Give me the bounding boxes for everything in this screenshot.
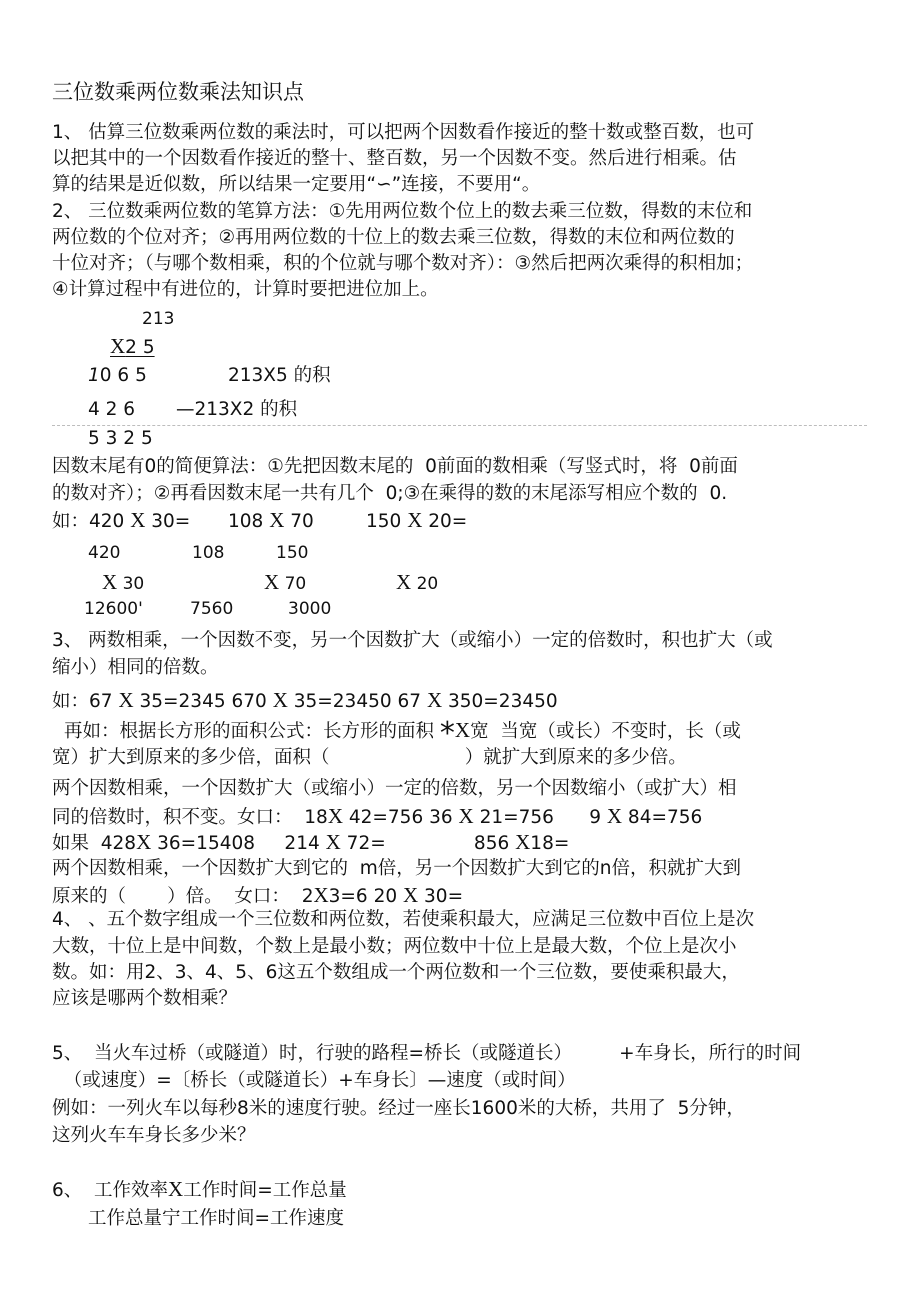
- section-5-line-2: （或速度）=〔桥长（或隧道长）+车身长〕—速度（或时间）: [52, 1070, 576, 1091]
- calc-partial-1-digit: 1: [88, 365, 100, 386]
- section-1-line-1: 1、 估算三位数乘两位数的乘法时，可以把两个因数看作接近的整十数或整百数，也可: [52, 122, 755, 143]
- zeros-rule-line-1: 因数末尾有0的简便算法：①先把因数末尾的 0前面的数相乘（写竖式时，将 0前面: [52, 456, 738, 477]
- section-3-if-line: [52, 830, 569, 856]
- example-b-right: 70: [284, 511, 314, 532]
- zcalc-a-multiplier: 30: [117, 574, 145, 594]
- if-text: 如果 428: [52, 833, 137, 854]
- times-sign: X: [264, 570, 280, 594]
- zeros-example-c: [366, 508, 467, 534]
- section-3-again-line-2: 宽）扩大到原来的多少倍，面积（ ）就扩大到原来的多少倍。: [52, 747, 687, 768]
- times-sign: X: [426, 688, 443, 712]
- example-part: 350=23450: [442, 691, 558, 712]
- calc-partial-1-rest: 0 6 5: [99, 365, 147, 386]
- section-3-mn-line-2: [52, 883, 463, 909]
- section-1-line-2: 以把其中的一个因数看作接近的整十、整百数，另一个因数不变。然后进行相乘。估: [52, 148, 737, 169]
- star-symbol: *: [439, 716, 455, 751]
- example-part: 35=23450 67: [287, 691, 427, 712]
- section-6-line-1: [52, 1177, 347, 1203]
- zcalc-c-multiplier: 20: [411, 574, 439, 594]
- section-1-line-3: 算的结果是近似数，所以结果一定要用“∽”连接，不要用“。: [52, 174, 541, 195]
- times-sign: X: [136, 830, 152, 854]
- zcalc-b-multiplier: 70: [279, 574, 307, 594]
- zcalc-b-result: 7560: [190, 599, 234, 619]
- times-sign: X: [325, 830, 341, 854]
- if-part: 72= 856: [340, 833, 516, 854]
- times-sign: X: [407, 508, 423, 532]
- section-3-invariant-line-1: 两个因数相乘，一个因数扩大（或缩小）一定的倍数，另一个因数缩小（或扩大）相: [52, 778, 737, 799]
- section-3-line-1: 3、 两数相乘，一个因数不变，另一个因数扩大（或缩小）一定的倍数时，积也扩大（或: [52, 630, 773, 651]
- times-sign: X: [458, 804, 474, 828]
- times-sign: X: [606, 804, 623, 828]
- zcalc-a-top: 420: [88, 543, 121, 563]
- example-c-left: 150: [366, 511, 408, 532]
- times-sign: X: [396, 570, 412, 594]
- calc-result: 5 3 2 5: [88, 428, 153, 449]
- times-sign: X: [118, 688, 134, 712]
- if-part: 18=: [530, 833, 570, 854]
- zcalc-b-top: 108: [192, 543, 225, 563]
- section-5-line-1: 5、 当火车过桥（或隧道）时，行驶的路程=桥长（或隧道长） +车身长，所行的时间: [52, 1043, 802, 1064]
- example-prefix: 如：: [52, 511, 90, 532]
- times-sign: X: [454, 718, 471, 742]
- section-3-mn-line-1: 两个因数相乘，一个因数扩大到它的 m倍，另一个因数扩大到它的n倍，积就扩大到: [52, 858, 742, 879]
- section-3-line-2: 缩小）相同的倍数。: [52, 657, 219, 678]
- zeros-rule-line-2: 的数对齐）；②再看因数末尾一共有几个 0;③在乘得的数的末尾添写相应个数的 0.: [52, 483, 728, 504]
- example-part: 67: [89, 691, 119, 712]
- zcalc-a-result: 12600': [84, 599, 143, 619]
- again-text-2: 宽 当宽（或长）不变时，长（或: [470, 721, 741, 742]
- mn-part: 30=: [418, 886, 464, 907]
- section-4-line-3: 数。如：用2、3、4、5、6这五个数组成一个两位数和一个三位数，要使乘积最大，: [52, 962, 740, 983]
- times-sign: X: [327, 804, 343, 828]
- section-2-line-2: 两位数的个位对齐；②再用两位数的十位上的数去乘三位数，得数的末位和两位数的: [52, 227, 735, 248]
- times-sign: X: [110, 334, 126, 358]
- invariant-text: 同的倍数时，积不变。女口： 18: [52, 807, 328, 828]
- section-2-line-3: 十位对齐；（与哪个数相乘，积的个位就与哪个数对齐）：③然后把两次乘得的积相加；: [52, 253, 754, 274]
- mn-text: 原来的（ ）倍。 女口： 2: [52, 886, 314, 907]
- zeros-example-b: [228, 508, 314, 534]
- section-4-line-2: 大数，十位上是中间数，个数上是最小数；两位数中十位上是最大数，个位上是次小: [52, 936, 737, 957]
- if-part: 36=15408 214: [151, 833, 326, 854]
- calc-multiplier-row: [110, 334, 155, 360]
- calc-multiplier: 2 5: [125, 337, 155, 358]
- times-sign: X: [272, 688, 288, 712]
- invariant-part: 21=756 9: [473, 807, 607, 828]
- section-5-line-4: 这列火车车身长多少米？: [52, 1125, 256, 1146]
- calc-divider: [52, 425, 867, 426]
- times-sign: X: [168, 1177, 184, 1201]
- calc-multiplicand: 213: [142, 309, 175, 329]
- times-sign: X: [515, 830, 531, 854]
- times-sign: X: [313, 883, 329, 907]
- example-a-left: 420: [89, 511, 131, 532]
- page-title: 三位数乘两位数乘法知识点: [52, 80, 304, 104]
- zcalc-a-mult: [102, 570, 144, 596]
- zcalc-c-top: 150: [276, 543, 309, 563]
- calc-partial-2-note: —213X2 的积: [176, 399, 298, 420]
- example-a-right: 30=: [145, 511, 191, 532]
- invariant-part: 42=756 36: [342, 807, 459, 828]
- times-sign: X: [269, 508, 285, 532]
- example-part: 35=2345 670: [133, 691, 273, 712]
- section-2-line-1: 2、 三位数乘两位数的笔算方法：①先用两位数个位上的数去乘三位数，得数的末位和: [52, 201, 753, 222]
- section-5-line-3: 例如：一列火车以每秒8米的速度行驶。经过一座长1600米的大桥，共用了 5分钟，: [52, 1098, 745, 1119]
- times-sign: X: [102, 570, 118, 594]
- zeros-examples: [52, 508, 190, 534]
- mn-part: 3=6 20: [328, 886, 403, 907]
- s6-text: 6、 工作效率: [52, 1180, 169, 1201]
- s6-text-2: 工作时间=工作总量: [183, 1180, 347, 1201]
- section-3-invariant-line-2: [52, 804, 702, 830]
- section-3-again-line-1: [64, 716, 741, 751]
- calc-partial-2: 4 2 6: [88, 399, 136, 420]
- example-c-right: 20=: [422, 511, 468, 532]
- example-b-left: 108: [228, 511, 270, 532]
- zcalc-b-mult: [264, 570, 306, 596]
- section-6-line-2: 工作总量宁工作时间=工作速度: [88, 1208, 345, 1229]
- zcalc-c-mult: [396, 570, 438, 596]
- section-4-line-1: 4、 、五个数字组成一个三位数和两位数，若使乘积最大，应满足三位数中百位上是次: [52, 909, 755, 930]
- invariant-part: 84=756: [622, 807, 703, 828]
- again-text: 再如：根据长方形的面积公式：长方形的面积: [64, 721, 440, 742]
- example-prefix: 如：: [52, 691, 90, 712]
- section-3-example: [52, 688, 558, 714]
- calc-partial-1: [88, 364, 147, 388]
- section-4-line-4: 应该是哪两个数相乘？: [52, 988, 238, 1009]
- times-sign: X: [402, 883, 419, 907]
- zcalc-c-result: 3000: [288, 599, 332, 619]
- section-2-line-4: ④计算过程中有进位的，计算时要把进位加上。: [52, 279, 439, 300]
- times-sign: X: [130, 508, 146, 532]
- calc-partial-1-note: 213X5 的积: [228, 365, 331, 386]
